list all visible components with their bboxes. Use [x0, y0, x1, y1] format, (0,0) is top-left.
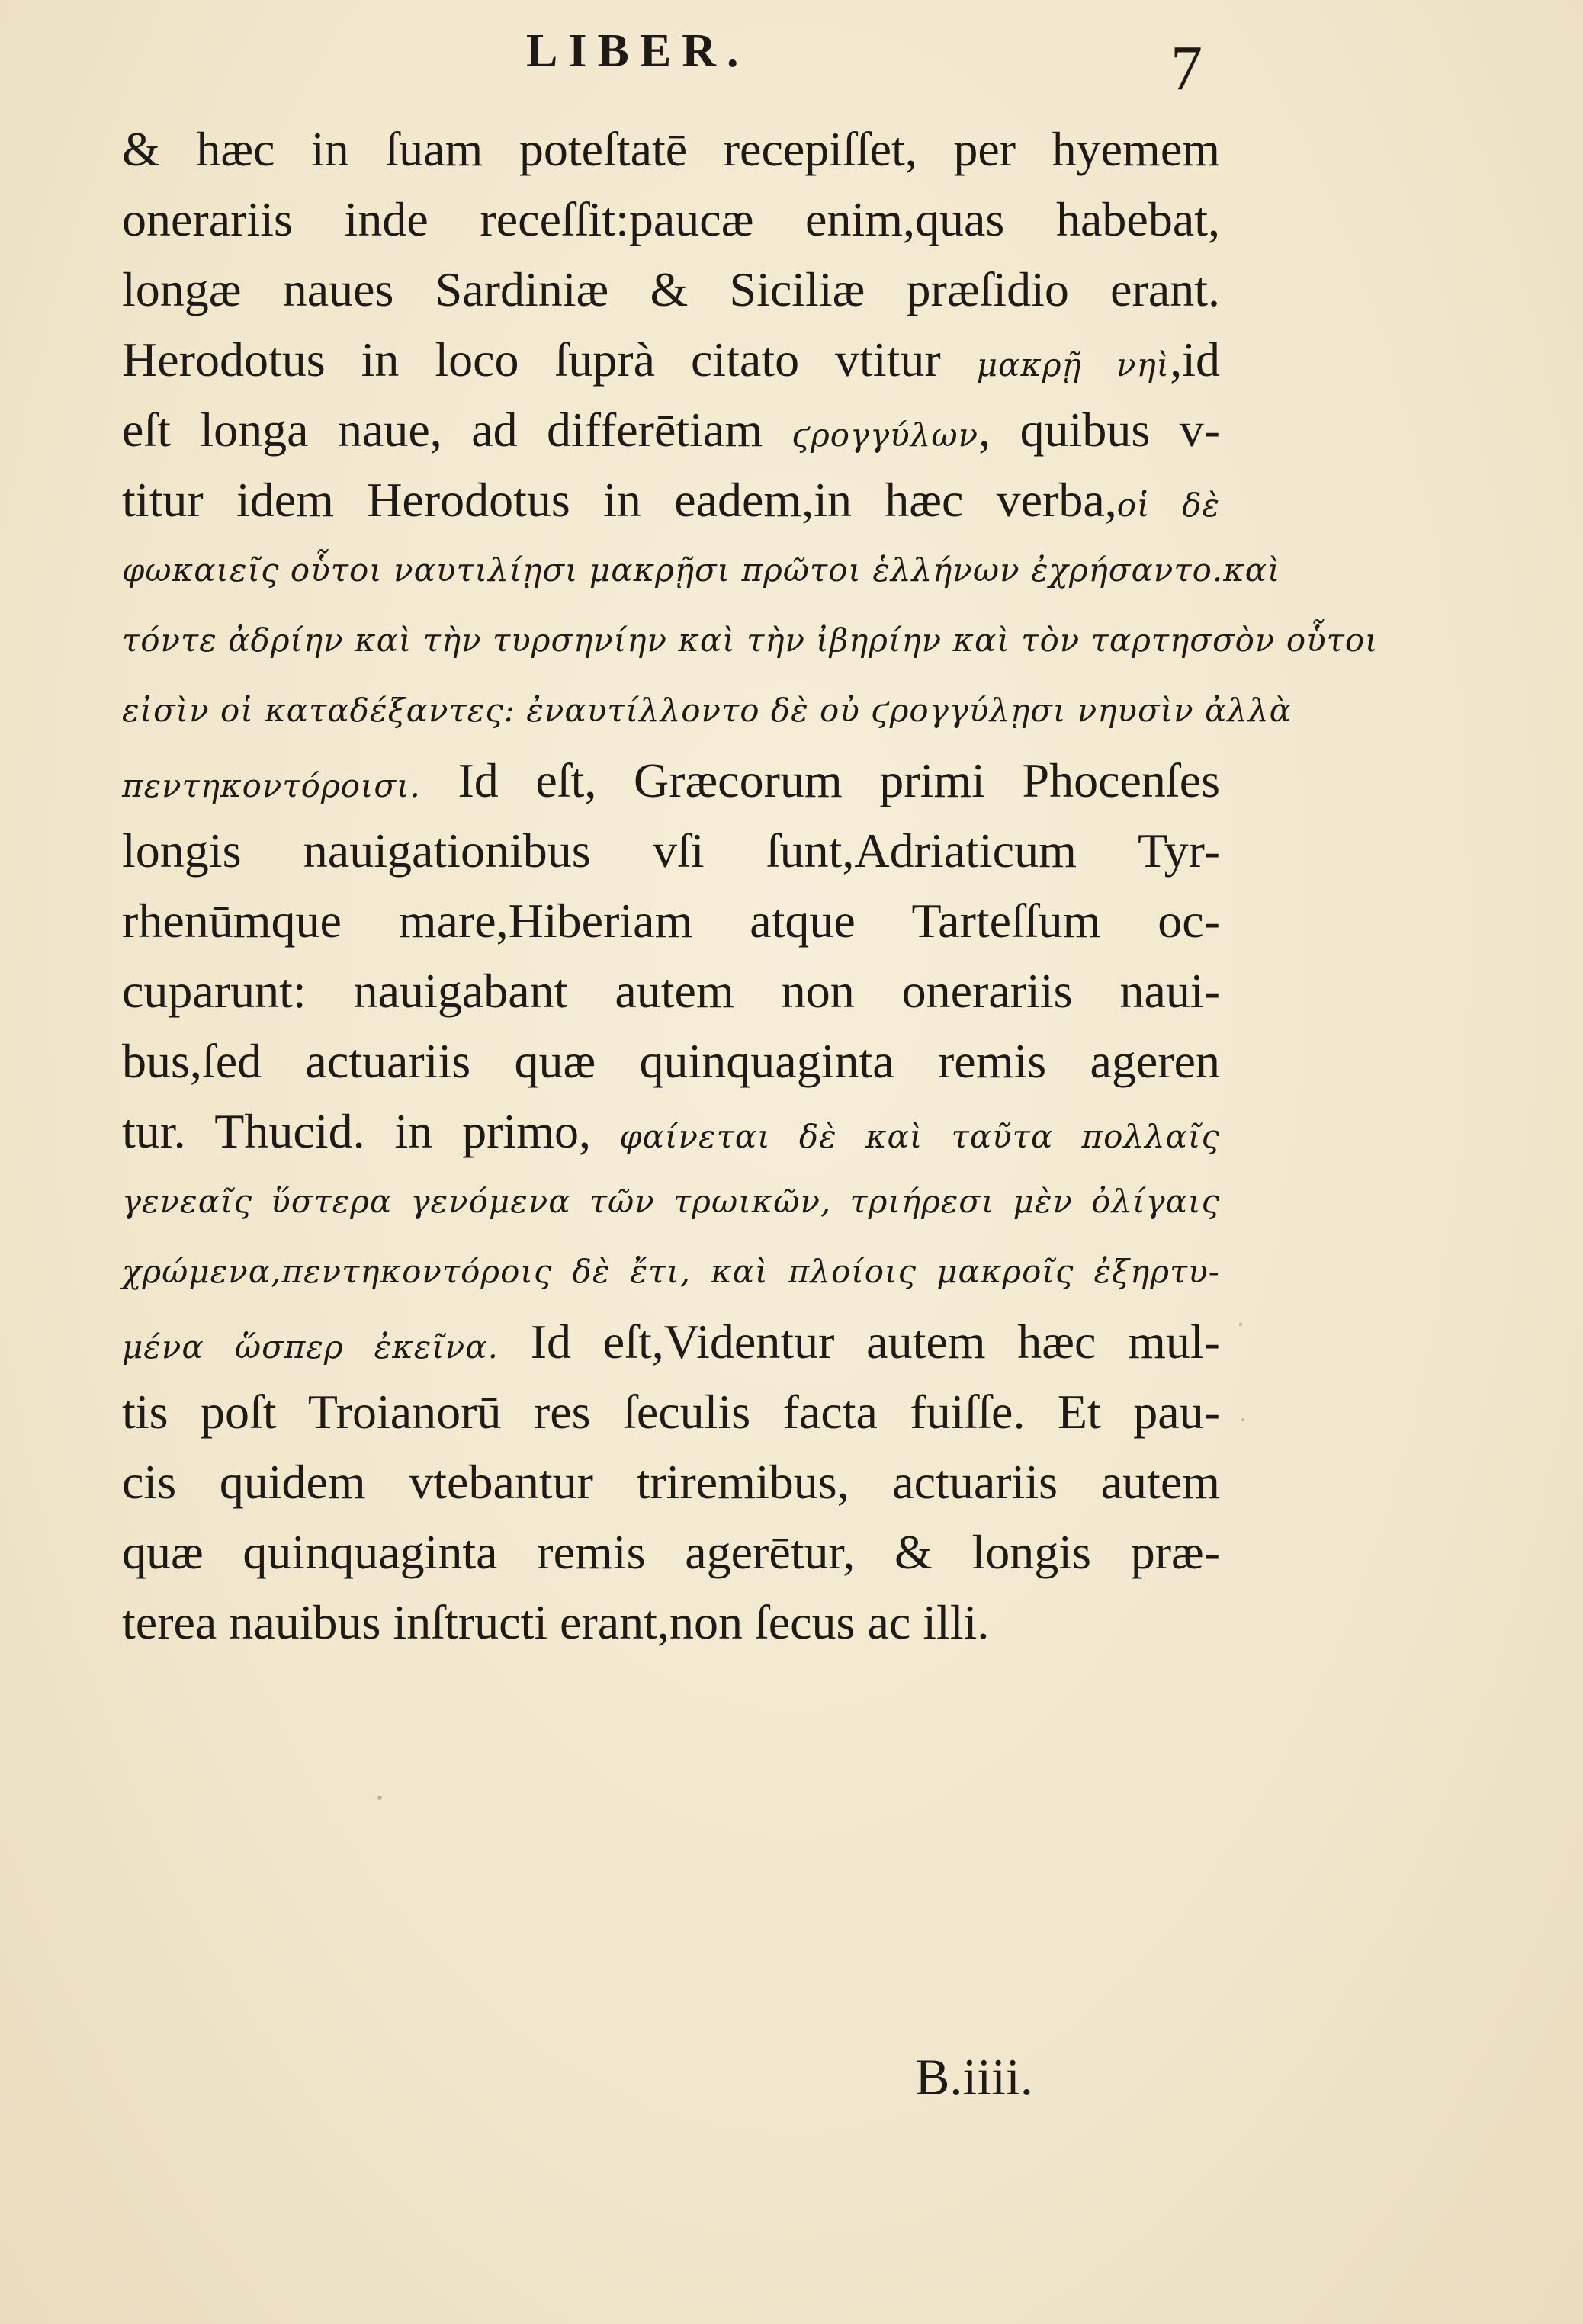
- text-line: [122, 1587, 1220, 1658]
- greek-text: πεντηκοντόροισι.: [122, 767, 421, 804]
- text-line: [122, 1026, 1220, 1096]
- paper-speck: [1241, 1418, 1244, 1421]
- greek-text: ϛρογγύλων: [792, 416, 979, 454]
- text-line: [122, 676, 1292, 746]
- latin-text: Id eſt, Græcorum primi Phocenſes: [420, 753, 1220, 807]
- latin-text: rhenūmque mare,Hiberiam atque Tarteſſum oc-: [122, 894, 1220, 948]
- text-line: [122, 886, 1220, 956]
- text-line: [122, 605, 1379, 676]
- latin-text: bus,ſed actuariis quæ quinquaginta remis ageren: [122, 1034, 1220, 1088]
- latin-text: tis poſt Troianorū res ſeculis facta fuiſſe. Et pau-: [122, 1385, 1220, 1439]
- body-text: [122, 114, 1379, 1658]
- latin-text: eſt longa naue, ad differētiam: [122, 403, 792, 457]
- latin-text: onerariis inde receſſit:paucæ enim,quas habebat,: [122, 192, 1220, 246]
- text-line: [122, 1377, 1220, 1447]
- greek-text: φωκαιεῖς οὗτοι ναυτιλίῃσι μακρῇσι πρῶτοι ἑλλήνων ἐχρήσαντο.καὶ: [122, 551, 1281, 589]
- latin-text: cis quidem vtebantur triremibus, actuariis autem: [122, 1455, 1220, 1509]
- text-line: [122, 395, 1220, 465]
- greek-text: χρώμενα,πεντηκοντόροις δὲ ἔτι, καὶ πλοίοις μακροῖς ἐξηρτυ-: [122, 1253, 1220, 1290]
- text-line: [122, 465, 1220, 535]
- signature-mark: B.iiii.: [915, 2048, 1033, 2106]
- greek-text: οἱ δὲ: [1116, 486, 1221, 524]
- text-line: [122, 1517, 1220, 1587]
- page-number: 7: [1170, 33, 1203, 104]
- latin-text: cuparunt: nauigabant autem non onerariis naui-: [122, 964, 1220, 1018]
- text-line: [122, 1167, 1220, 1237]
- text-line: [122, 325, 1220, 395]
- text-line: [122, 956, 1220, 1026]
- paper-speck: [1239, 1323, 1242, 1326]
- greek-text: φαίνεται δὲ καὶ ταῦτα πολλαῖς: [591, 1118, 1220, 1155]
- running-head: LIBER.: [526, 25, 750, 77]
- text-line: [122, 1096, 1220, 1167]
- latin-text: , quibus v-: [978, 403, 1221, 457]
- greek-text: εἰσὶν οἱ καταδέξαντες: ἐναυτίλλοντο δὲ οὐ ϛρογγύλῃσι νηυσὶν ἀλλὰ: [122, 692, 1292, 729]
- latin-text: titur idem Herodotus in eadem,in hæc verba,: [122, 473, 1117, 527]
- text-line: [122, 114, 1220, 185]
- greek-text: τόντε ἀδρίην καὶ τὴν τυρσηνίην καὶ τὴν ἰβηρίην καὶ τὸν ταρτησσὸν οὗτοι: [122, 621, 1379, 659]
- text-line: [122, 535, 1281, 605]
- latin-text: ,id: [1170, 332, 1220, 387]
- text-line: [122, 1447, 1220, 1517]
- greek-text: γενεαῖς ὕστερα γενόμενα τῶν τρωικῶν, τριήρεσι μὲν ὀλίγαις: [122, 1183, 1220, 1220]
- text-line: [122, 1237, 1220, 1307]
- latin-text: longæ naues Sardiniæ & Siciliæ præſidio erant.: [122, 262, 1220, 316]
- latin-text: quæ quinquaginta remis agerētur, & longis præ-: [122, 1525, 1220, 1579]
- text-line: [122, 816, 1220, 886]
- latin-text: longis nauigationibus vſi ſunt,Adriaticum Tyr-: [122, 823, 1220, 878]
- latin-text: terea nauibus inſtructi erant,non ſecus ac illi.: [122, 1595, 990, 1649]
- greek-text: μακρῇ νηὶ: [976, 346, 1170, 384]
- latin-text: Herodotus in loco ſuprà citato vtitur: [122, 332, 977, 387]
- latin-text: tur. Thucid. in primo,: [122, 1104, 592, 1158]
- paper-speck: [377, 1796, 382, 1800]
- text-line: [122, 185, 1220, 255]
- text-line: [122, 255, 1220, 325]
- text-line: [122, 746, 1220, 816]
- latin-text: Id eſt,Videntur autem hæc mul-: [499, 1314, 1220, 1369]
- latin-text: & hæc in ſuam poteſtatē recepiſſet, per hyemem: [122, 122, 1220, 176]
- greek-text: μένα ὥσπερ ἐκεῖνα.: [122, 1328, 499, 1366]
- text-line: [122, 1307, 1220, 1377]
